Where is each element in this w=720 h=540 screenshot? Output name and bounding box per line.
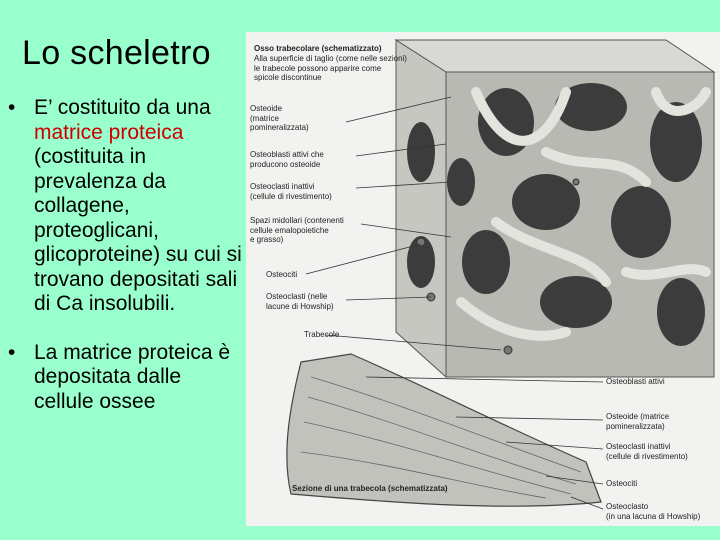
label-osteoide-right: Osteoide (matrice pomineralizzata) — [606, 412, 670, 431]
bullet-text: (costituita in prevalenza da collagene, proteoglicani, glicoproteine) su cui si trovano depositati sali di Ca insolubili. — [34, 145, 242, 315]
bullet-dot-icon: • — [8, 96, 16, 119]
bullet-list — [8, 96, 244, 414]
bullet-item — [8, 341, 244, 415]
label-osteoclasto-right: Osteoclasto (in una lacuna di Howship) — [606, 502, 701, 521]
label-osteoblasti-attivi-right: Osteoblasti attivi — [606, 377, 665, 386]
slide-title: Lo scheletro — [22, 34, 211, 72]
label-osteoclasti-howship: Osteoclasti (nelle lacune di Howship) — [266, 292, 334, 311]
label-osteoclasti-inattivi: Osteoclasti inattivi (cellule di rivestimento) — [250, 182, 332, 201]
bone-block-top — [396, 40, 714, 72]
figure-heading-bottom: Sezione di una trabecola (schematizzata) — [292, 484, 448, 493]
label-osteoide: Osteoide (matrice pomineralizzata) — [250, 104, 309, 132]
highlight-text: matrice proteica — [34, 120, 184, 144]
figure-heading-top: Osso trabecolare (schematizzato) — [254, 44, 382, 53]
bullet-text: E’ costituito da una — [34, 96, 211, 119]
trabecular-bone-figure — [246, 32, 720, 526]
label-trabecole: Trabecole — [304, 330, 340, 339]
label-osteoblasti-attivi: Osteoblasti attivi che producono osteoide — [250, 150, 324, 169]
label-spazi-midollari: Spazi midollari (contenenti cellule emalopoietiche e grasso) — [250, 216, 344, 244]
bone-block-front — [396, 40, 446, 377]
figure-note-top: Alla superficie di taglio (come nelle sezioni) le trabecole possono apparire come spicole discontinue — [254, 54, 407, 82]
bullet-dot-icon: • — [8, 340, 16, 364]
bullet-item — [8, 96, 244, 317]
label-osteociti: Osteociti — [266, 270, 298, 279]
bullet-text: La matrice proteica è depositata dalle cellule ossee — [34, 340, 231, 413]
label-osteoclasti-inattivi-right: Osteoclasti inattivi (cellule di rivestimento) — [606, 442, 688, 461]
label-osteociti-right: Osteociti — [606, 479, 638, 488]
